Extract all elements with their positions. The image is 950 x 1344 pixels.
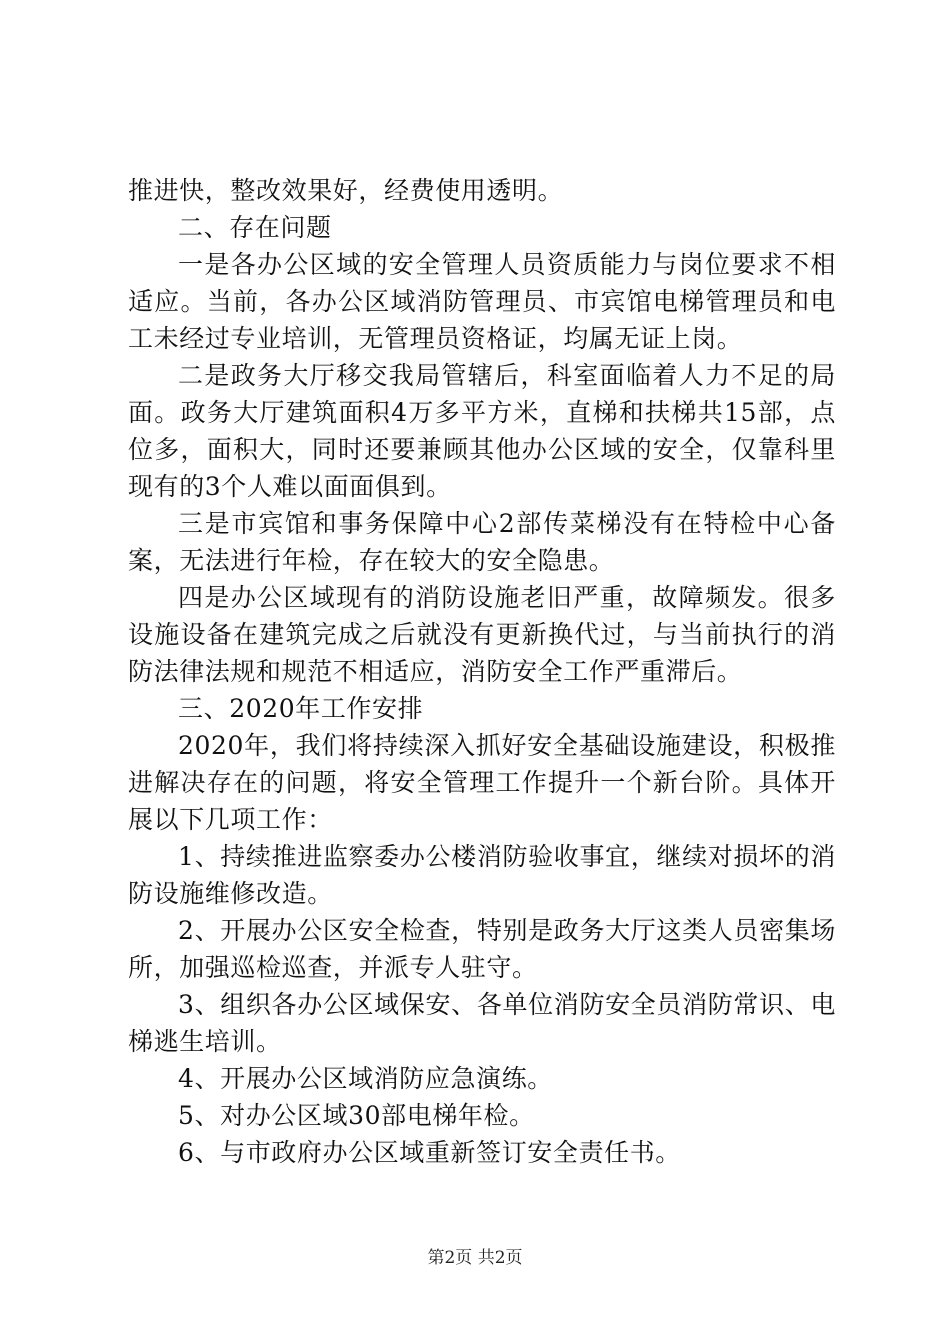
- problem-paragraph-2: 二是政务大厅移交我局管辖后，科室面临着人力不足的局面。政务大厅建筑面积4万多平方米，直梯和扶梯共15部，点位多，面积大，同时还要兼顾其他办公区域的安全，仅靠科里现有的3个人难以面面俱到。: [128, 361, 836, 501]
- continuation-paragraph: 推进快，整改效果好，经费使用透明。: [128, 176, 564, 205]
- problem-paragraph-1: 一是各办公区域的安全管理人员资质能力与岗位要求不相适应。当前，各办公区域消防管理员、市宾馆电梯管理员和电工未经过专业培训，无管理员资格证，均属无证上岗。: [128, 250, 836, 353]
- document-body: [128, 172, 836, 1171]
- section-heading-plan: 三、2020年工作安排: [178, 694, 424, 723]
- problem-paragraph-3: 三是市宾馆和事务保障中心2部传菜梯没有在特检中心备案，无法进行年检，存在较大的安全隐患。: [128, 509, 836, 575]
- plan-item-6: 6、与市政府办公区域重新签订安全责任书。: [178, 1138, 681, 1167]
- problem-paragraph-4: 四是办公区域现有的消防设施老旧严重，故障频发。很多设施设备在建筑完成之后就没有更新换代过，与当前执行的消防法律法规和规范不相适应，消防安全工作严重滞后。: [128, 583, 836, 686]
- page-number-footer: 第2页 共2页: [427, 1248, 523, 1268]
- plan-item-3: 3、组织各办公区域保安、各单位消防安全员消防常识、电梯逃生培训。: [128, 990, 836, 1056]
- plan-intro-paragraph: 2020年，我们将持续深入抓好安全基础设施建设，积极推进解决存在的问题，将安全管理工作提升一个新台阶。具体开展以下几项工作：: [128, 731, 836, 834]
- plan-item-5: 5、对办公区域30部电梯年检。: [178, 1101, 535, 1130]
- plan-item-2: 2、开展办公区安全检查，特别是政务大厅这类人员密集场所，加强巡检巡查，并派专人驻守。: [128, 916, 836, 982]
- plan-item-4: 4、开展办公区域消防应急演练。: [178, 1064, 553, 1093]
- plan-item-1: 1、持续推进监察委办公楼消防验收事宜，继续对损坏的消防设施维修改造。: [128, 842, 836, 908]
- section-heading-problems: 二、存在问题: [178, 213, 332, 242]
